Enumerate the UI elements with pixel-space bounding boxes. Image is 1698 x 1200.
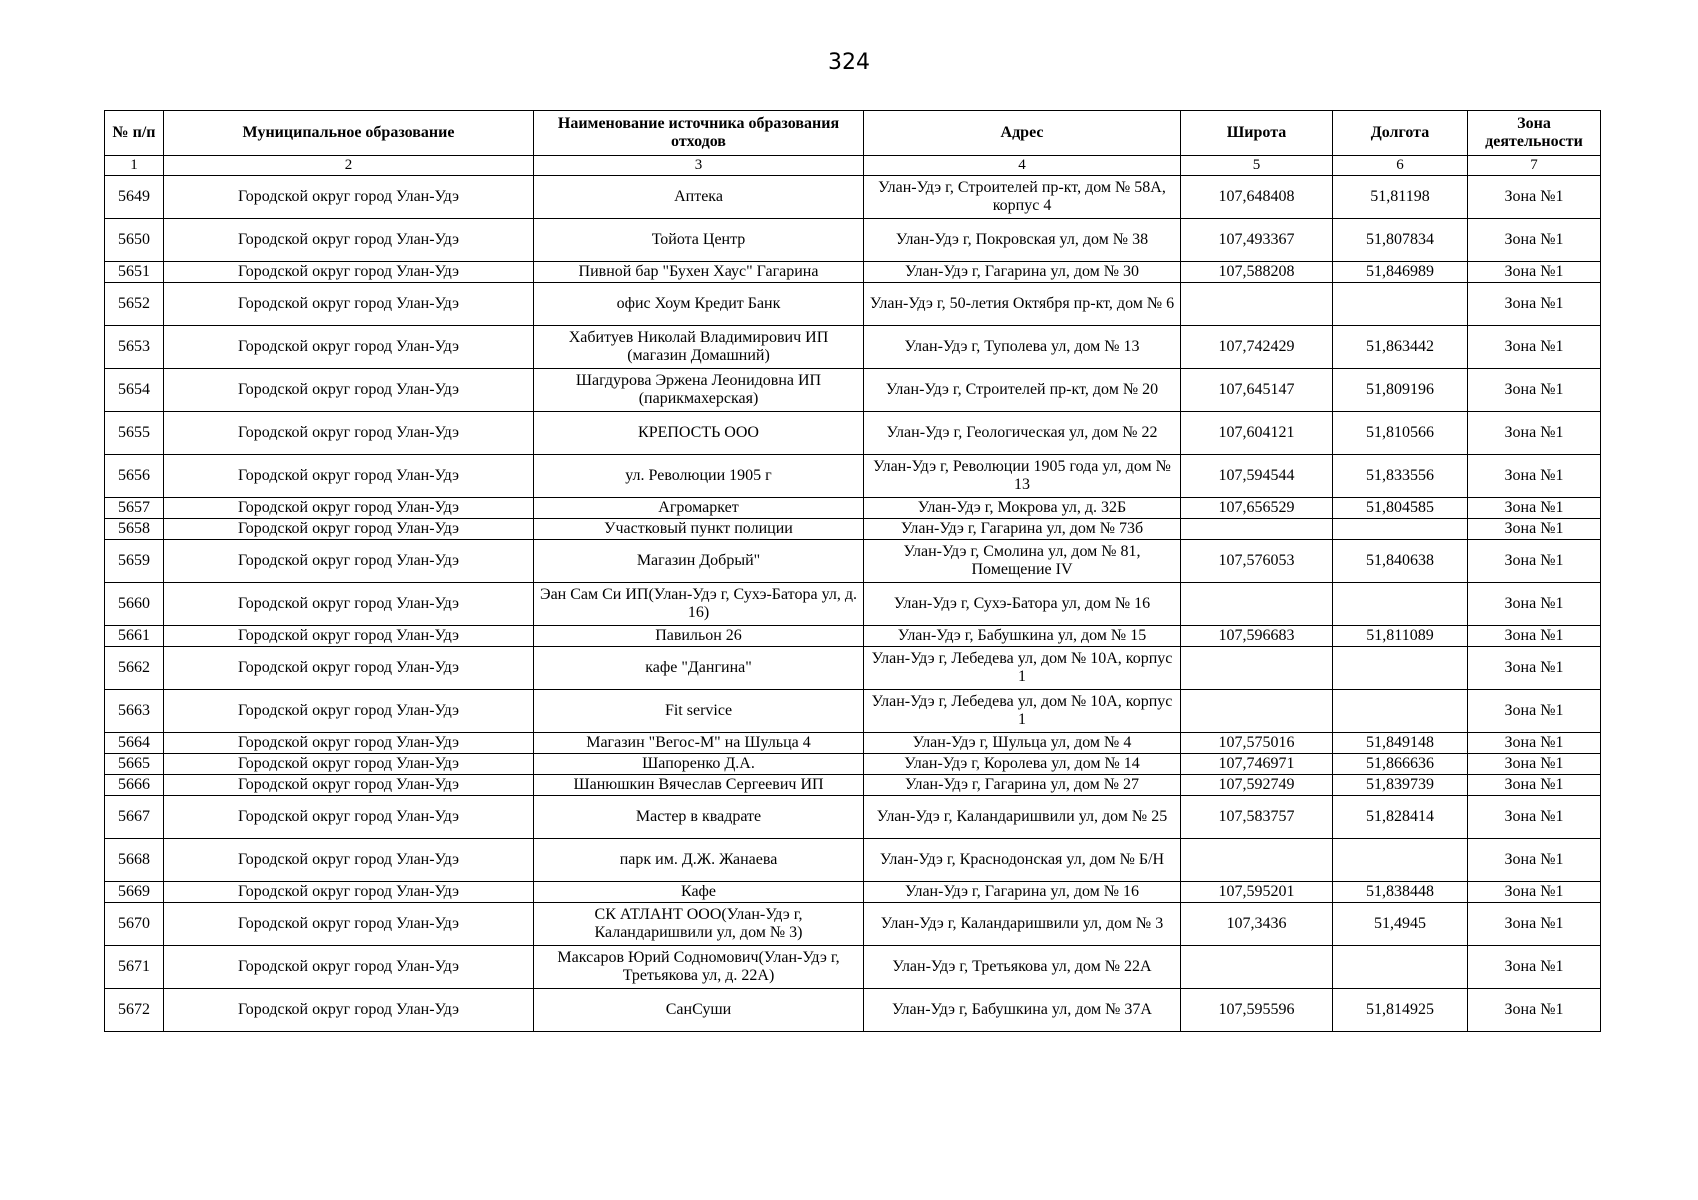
municipality-cell: Городской округ город Улан-Удэ [164, 839, 534, 882]
header-cell-municipality: Муниципальное образование [164, 111, 534, 156]
row-number-cell: 5655 [105, 412, 164, 455]
address-cell: Улан-Удэ г, Королева ул, дом № 14 [864, 754, 1181, 775]
row-number-cell: 5665 [105, 754, 164, 775]
source-name-cell: Эан Сам Си ИП(Улан-Удэ г, Сухэ-Батора ул, д. 16) [534, 583, 864, 626]
address-cell: Улан-Удэ г, Каландаришвили ул, дом № 25 [864, 796, 1181, 839]
source-name-cell: Шагдурова Эржена Леонидовна ИП (парикмахерская) [534, 369, 864, 412]
zone-cell: Зона №1 [1468, 903, 1601, 946]
zone-cell: Зона №1 [1468, 733, 1601, 754]
latitude-cell: 107,604121 [1181, 412, 1333, 455]
address-cell: Улан-Удэ г, Геологическая ул, дом № 22 [864, 412, 1181, 455]
source-name-cell: ул. Революции 1905 г [534, 455, 864, 498]
latitude-cell: 107,575016 [1181, 733, 1333, 754]
address-cell: Улан-Удэ г, 50-летия Октября пр-кт, дом № 6 [864, 283, 1181, 326]
address-cell: Улан-Удэ г, Гагарина ул, дом № 73б [864, 519, 1181, 540]
longitude-cell: 51,81198 [1333, 176, 1468, 219]
source-name-cell: Магазин "Вегос-М" на Шульца 4 [534, 733, 864, 754]
address-cell: Улан-Удэ г, Краснодонская ул, дом № Б/Н [864, 839, 1181, 882]
municipality-cell: Городской округ город Улан-Удэ [164, 775, 534, 796]
header-cell-latitude: Широта [1181, 111, 1333, 156]
address-cell: Улан-Удэ г, Строителей пр-кт, дом № 58А, корпус 4 [864, 176, 1181, 219]
source-name-cell: КРЕПОСТЬ ООО [534, 412, 864, 455]
longitude-cell: 51,804585 [1333, 498, 1468, 519]
longitude-cell: 51,811089 [1333, 626, 1468, 647]
longitude-cell [1333, 283, 1468, 326]
municipality-cell: Городской округ город Улан-Удэ [164, 498, 534, 519]
latitude-cell: 107,592749 [1181, 775, 1333, 796]
latitude-cell [1181, 946, 1333, 989]
municipality-cell: Городской округ город Улан-Удэ [164, 626, 534, 647]
row-number-cell: 5672 [105, 989, 164, 1032]
latitude-cell: 107,588208 [1181, 262, 1333, 283]
column-number: 4 [864, 156, 1181, 176]
zone-cell: Зона №1 [1468, 647, 1601, 690]
latitude-cell: 107,576053 [1181, 540, 1333, 583]
latitude-cell: 107,645147 [1181, 369, 1333, 412]
table-row [105, 882, 1601, 903]
header-cell-longitude: Долгота [1333, 111, 1468, 156]
table-row [105, 540, 1601, 583]
latitude-cell: 107,742429 [1181, 326, 1333, 369]
latitude-cell: 107,595201 [1181, 882, 1333, 903]
page-number: 324 [828, 50, 870, 75]
address-cell: Улан-Удэ г, Гагарина ул, дом № 30 [864, 262, 1181, 283]
municipality-cell: Городской округ город Улан-Удэ [164, 903, 534, 946]
row-number-cell: 5653 [105, 326, 164, 369]
longitude-cell: 51,809196 [1333, 369, 1468, 412]
municipality-cell: Городской округ город Улан-Удэ [164, 647, 534, 690]
zone-cell: Зона №1 [1468, 946, 1601, 989]
longitude-cell: 51,839739 [1333, 775, 1468, 796]
column-number: 2 [164, 156, 534, 176]
table-body [105, 176, 1601, 1032]
header-cell-number: № п/п [105, 111, 164, 156]
latitude-cell: 107,493367 [1181, 219, 1333, 262]
waste-sources-table [104, 110, 1601, 1032]
longitude-cell [1333, 647, 1468, 690]
address-cell: Улан-Удэ г, Туполева ул, дом № 13 [864, 326, 1181, 369]
row-number-cell: 5663 [105, 690, 164, 733]
table-row [105, 326, 1601, 369]
table-row [105, 775, 1601, 796]
longitude-cell: 51,4945 [1333, 903, 1468, 946]
row-number-cell: 5650 [105, 219, 164, 262]
column-number: 3 [534, 156, 864, 176]
latitude-cell: 107,746971 [1181, 754, 1333, 775]
source-name-cell: Тойота Центр [534, 219, 864, 262]
zone-cell: Зона №1 [1468, 796, 1601, 839]
zone-cell: Зона №1 [1468, 540, 1601, 583]
zone-cell: Зона №1 [1468, 498, 1601, 519]
address-cell: Улан-Удэ г, Третьякова ул, дом № 22А [864, 946, 1181, 989]
source-name-cell: СК АТЛАНТ ООО(Улан-Удэ г, Каландаришвили ул, дом № 3) [534, 903, 864, 946]
municipality-cell: Городской округ город Улан-Удэ [164, 219, 534, 262]
longitude-cell: 51,828414 [1333, 796, 1468, 839]
row-number-cell: 5657 [105, 498, 164, 519]
zone-cell: Зона №1 [1468, 283, 1601, 326]
table-row [105, 283, 1601, 326]
row-number-cell: 5662 [105, 647, 164, 690]
source-name-cell: Аптека [534, 176, 864, 219]
municipality-cell: Городской округ город Улан-Удэ [164, 540, 534, 583]
longitude-cell [1333, 839, 1468, 882]
latitude-cell [1181, 283, 1333, 326]
table-row [105, 412, 1601, 455]
longitude-cell [1333, 519, 1468, 540]
table-row [105, 262, 1601, 283]
address-cell: Улан-Удэ г, Строителей пр-кт, дом № 20 [864, 369, 1181, 412]
longitude-cell: 51,807834 [1333, 219, 1468, 262]
source-name-cell: Fit service [534, 690, 864, 733]
municipality-cell: Городской округ город Улан-Удэ [164, 989, 534, 1032]
table-row [105, 754, 1601, 775]
zone-cell: Зона №1 [1468, 839, 1601, 882]
latitude-cell [1181, 583, 1333, 626]
municipality-cell: Городской округ город Улан-Удэ [164, 733, 534, 754]
row-number-cell: 5659 [105, 540, 164, 583]
latitude-cell [1181, 839, 1333, 882]
longitude-cell [1333, 690, 1468, 733]
source-name-cell: Павильон 26 [534, 626, 864, 647]
municipality-cell: Городской округ город Улан-Удэ [164, 262, 534, 283]
latitude-cell: 107,596683 [1181, 626, 1333, 647]
table-row [105, 839, 1601, 882]
row-number-cell: 5667 [105, 796, 164, 839]
table-row [105, 626, 1601, 647]
municipality-cell: Городской округ город Улан-Удэ [164, 412, 534, 455]
row-number-cell: 5654 [105, 369, 164, 412]
longitude-cell: 51,849148 [1333, 733, 1468, 754]
source-name-cell: Кафе [534, 882, 864, 903]
row-number-cell: 5660 [105, 583, 164, 626]
longitude-cell: 51,814925 [1333, 989, 1468, 1032]
zone-cell: Зона №1 [1468, 412, 1601, 455]
address-cell: Улан-Удэ г, Гагарина ул, дом № 16 [864, 882, 1181, 903]
zone-cell: Зона №1 [1468, 519, 1601, 540]
latitude-cell [1181, 519, 1333, 540]
address-cell: Улан-Удэ г, Сухэ-Батора ул, дом № 16 [864, 583, 1181, 626]
zone-cell: Зона №1 [1468, 219, 1601, 262]
longitude-cell: 51,838448 [1333, 882, 1468, 903]
latitude-cell: 107,583757 [1181, 796, 1333, 839]
table-row [105, 796, 1601, 839]
source-name-cell: офис Хоум Кредит Банк [534, 283, 864, 326]
municipality-cell: Городской округ город Улан-Удэ [164, 754, 534, 775]
row-number-cell: 5658 [105, 519, 164, 540]
table-row [105, 219, 1601, 262]
latitude-cell: 107,656529 [1181, 498, 1333, 519]
latitude-cell: 107,594544 [1181, 455, 1333, 498]
table-row [105, 946, 1601, 989]
municipality-cell: Городской округ город Улан-Удэ [164, 283, 534, 326]
zone-cell: Зона №1 [1468, 369, 1601, 412]
address-cell: Улан-Удэ г, Бабушкина ул, дом № 15 [864, 626, 1181, 647]
row-number-cell: 5649 [105, 176, 164, 219]
source-name-cell: Участковый пункт полиции [534, 519, 864, 540]
address-cell: Улан-Удэ г, Смолина ул, дом № 81, Помещение IV [864, 540, 1181, 583]
table-row [105, 647, 1601, 690]
table-row [105, 498, 1601, 519]
municipality-cell: Городской округ город Улан-Удэ [164, 882, 534, 903]
address-cell: Улан-Удэ г, Покровская ул, дом № 38 [864, 219, 1181, 262]
source-name-cell: парк им. Д.Ж. Жанаева [534, 839, 864, 882]
zone-cell: Зона №1 [1468, 326, 1601, 369]
source-name-cell: Хабитуев Николай Владимирович ИП (магазин Домашний) [534, 326, 864, 369]
row-number-cell: 5656 [105, 455, 164, 498]
source-name-cell: Шапоренко Д.А. [534, 754, 864, 775]
source-name-cell: СанСуши [534, 989, 864, 1032]
source-name-cell: Шанюшкин Вячеслав Сергеевич ИП [534, 775, 864, 796]
source-name-cell: Агромаркет [534, 498, 864, 519]
header-cell-address: Адрес [864, 111, 1181, 156]
table-row [105, 989, 1601, 1032]
source-name-cell: кафе "Дангина" [534, 647, 864, 690]
longitude-cell: 51,866636 [1333, 754, 1468, 775]
table-row [105, 369, 1601, 412]
municipality-cell: Городской округ город Улан-Удэ [164, 583, 534, 626]
municipality-cell: Городской округ город Улан-Удэ [164, 519, 534, 540]
column-number: 6 [1333, 156, 1468, 176]
header-cell-zone: Зона деятельности [1468, 111, 1601, 156]
row-number-cell: 5671 [105, 946, 164, 989]
zone-cell: Зона №1 [1468, 176, 1601, 219]
table-row [105, 455, 1601, 498]
row-number-cell: 5652 [105, 283, 164, 326]
zone-cell: Зона №1 [1468, 583, 1601, 626]
table-row [105, 176, 1601, 219]
municipality-cell: Городской округ город Улан-Удэ [164, 369, 534, 412]
source-name-cell: Мастер в квадрате [534, 796, 864, 839]
source-name-cell: Максаров Юрий Содномович(Улан-Удэ г, Третьякова ул, д. 22А) [534, 946, 864, 989]
longitude-cell: 51,863442 [1333, 326, 1468, 369]
municipality-cell: Городской округ город Улан-Удэ [164, 176, 534, 219]
table-row [105, 733, 1601, 754]
latitude-cell [1181, 690, 1333, 733]
header-cell-source: Наименование источника образования отходов [534, 111, 864, 156]
column-number-row [105, 156, 1601, 176]
table-row [105, 903, 1601, 946]
zone-cell: Зона №1 [1468, 775, 1601, 796]
longitude-cell: 51,810566 [1333, 412, 1468, 455]
table-row [105, 690, 1601, 733]
address-cell: Улан-Удэ г, Мокрова ул, д. 32Б [864, 498, 1181, 519]
column-number: 7 [1468, 156, 1601, 176]
address-cell: Улан-Удэ г, Шульца ул, дом № 4 [864, 733, 1181, 754]
column-number: 1 [105, 156, 164, 176]
column-number: 5 [1181, 156, 1333, 176]
address-cell: Улан-Удэ г, Бабушкина ул, дом № 37А [864, 989, 1181, 1032]
row-number-cell: 5668 [105, 839, 164, 882]
longitude-cell: 51,833556 [1333, 455, 1468, 498]
table-row [105, 583, 1601, 626]
municipality-cell: Городской округ город Улан-Удэ [164, 946, 534, 989]
latitude-cell: 107,595596 [1181, 989, 1333, 1032]
zone-cell: Зона №1 [1468, 626, 1601, 647]
row-number-cell: 5669 [105, 882, 164, 903]
row-number-cell: 5661 [105, 626, 164, 647]
zone-cell: Зона №1 [1468, 455, 1601, 498]
zone-cell: Зона №1 [1468, 262, 1601, 283]
longitude-cell: 51,846989 [1333, 262, 1468, 283]
address-cell: Улан-Удэ г, Лебедева ул, дом № 10А, корпус 1 [864, 690, 1181, 733]
municipality-cell: Городской округ город Улан-Удэ [164, 690, 534, 733]
latitude-cell [1181, 647, 1333, 690]
address-cell: Улан-Удэ г, Лебедева ул, дом № 10А, корпус 1 [864, 647, 1181, 690]
municipality-cell: Городской округ город Улан-Удэ [164, 326, 534, 369]
zone-cell: Зона №1 [1468, 754, 1601, 775]
latitude-cell: 107,648408 [1181, 176, 1333, 219]
longitude-cell [1333, 946, 1468, 989]
latitude-cell: 107,3436 [1181, 903, 1333, 946]
row-number-cell: 5670 [105, 903, 164, 946]
header-row [105, 111, 1601, 156]
table-row [105, 519, 1601, 540]
zone-cell: Зона №1 [1468, 882, 1601, 903]
zone-cell: Зона №1 [1468, 989, 1601, 1032]
municipality-cell: Городской округ город Улан-Удэ [164, 796, 534, 839]
address-cell: Улан-Удэ г, Каландаришвили ул, дом № 3 [864, 903, 1181, 946]
row-number-cell: 5651 [105, 262, 164, 283]
municipality-cell: Городской округ город Улан-Удэ [164, 455, 534, 498]
source-name-cell: Пивной бар "Бухен Хаус" Гагарина [534, 262, 864, 283]
row-number-cell: 5666 [105, 775, 164, 796]
row-number-cell: 5664 [105, 733, 164, 754]
address-cell: Улан-Удэ г, Гагарина ул, дом № 27 [864, 775, 1181, 796]
source-name-cell: Магазин Добрый" [534, 540, 864, 583]
longitude-cell: 51,840638 [1333, 540, 1468, 583]
address-cell: Улан-Удэ г, Революции 1905 года ул, дом № 13 [864, 455, 1181, 498]
longitude-cell [1333, 583, 1468, 626]
zone-cell: Зона №1 [1468, 690, 1601, 733]
